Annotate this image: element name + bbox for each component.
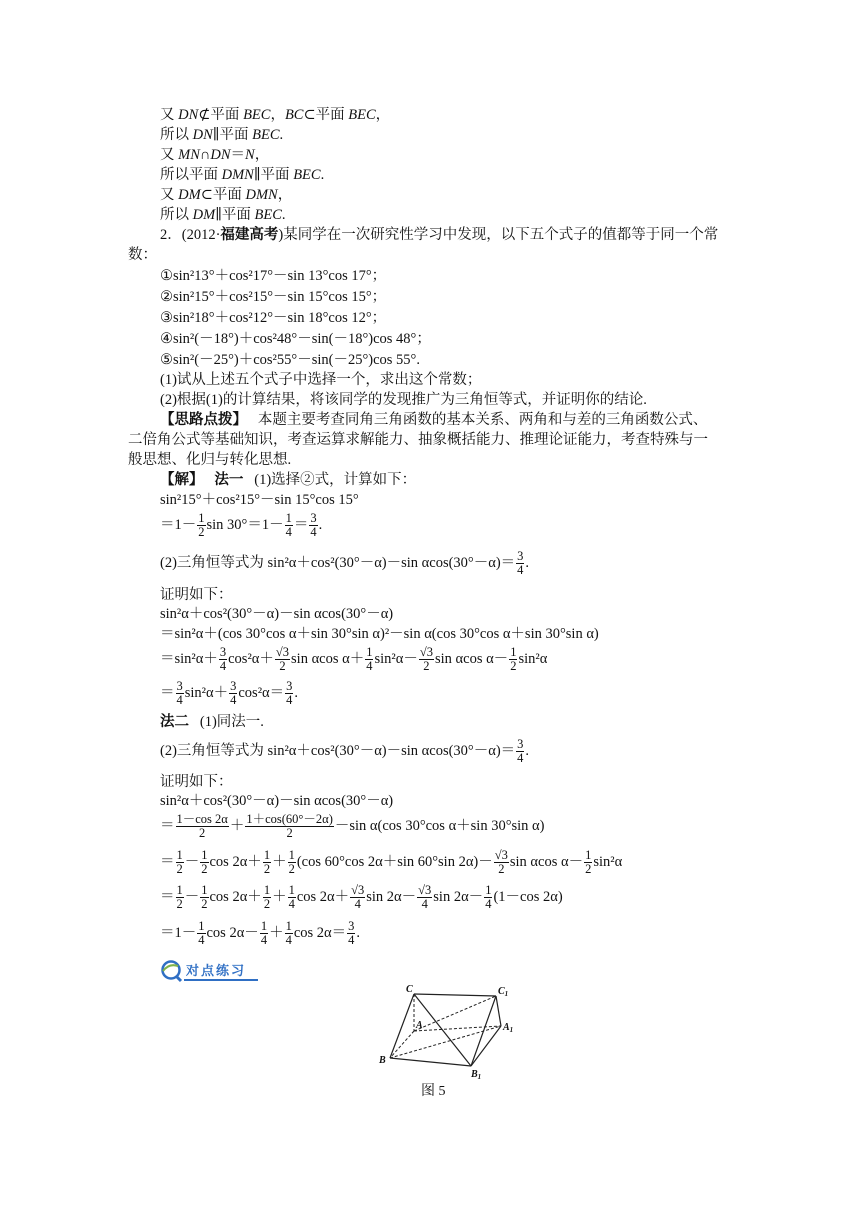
solution-heading: 【解】 法一 (1)选择②式，计算如下： [160, 472, 417, 488]
vertex-label-C1: $C_1$ [498, 986, 509, 998]
math-line: sin²15°＋cos²15°－sin 15°cos 15° [160, 492, 359, 508]
question-stem: 2．(2012·福建高考)某同学在一次研究性学习中发现，以下五个式子的值都等于同一个常 [160, 227, 719, 243]
expression-item: ④sin²(－18°)＋cos²48°－sin(－18°)cos 48°； [160, 331, 431, 347]
expression-item: ②sin²15°＋cos²15°－sin 15°cos 15°； [160, 289, 387, 305]
prism-diagram [370, 983, 520, 1093]
sub-question: (1)试从上述五个式子中选择一个，求出这个常数； [160, 372, 482, 388]
expression-item: ③sin²18°＋cos²12°－sin 18°cos 12°； [160, 310, 387, 326]
text-line: 所以 DN∥平面 BEC. [160, 127, 284, 143]
vertex-label-A: A [416, 1020, 423, 1031]
math-line: ＝1－ $\frac{1}{2}$ sin 30°＝1－ $\frac{1}{4}$ ＝ $\frac{3}{4}$ . [160, 511, 323, 539]
math-line: (2)三角恒等式为 sin²α＋cos²(30°－α)－sin αcos(30°－α)＝ $\frac{3}{4}$ . [160, 549, 530, 577]
edge-BB1 [390, 1058, 471, 1066]
edge-C1A1 [496, 996, 501, 1026]
hint-line: 【思路点拨】 本题主要考查同角三角函数的基本关系、两角和与差的三角函数公式、 [160, 412, 708, 428]
math-line: ＝ $\frac{1-\cos 2\alpha}{2}$ ＋ $\frac{1+\cos(60^\circ-2\alpha)}{2}$ －sin α(cos 30°cos α＋sin 30°sin α) [160, 812, 545, 840]
edge-AB [390, 1031, 414, 1058]
math-line: sin²α＋cos²(30°－α)－sin αcos(30°－α) [160, 606, 394, 622]
practice-banner [160, 959, 260, 983]
math-line: ＝ $\frac{3}{4}$ sin²α＋ $\frac{3}{4}$ cos²α＝ $\frac{3}{4}$ . [160, 679, 299, 707]
edge-A1B1 [471, 1026, 501, 1066]
edge-AC1 [414, 996, 496, 1031]
practice-label: 对点练习 [186, 964, 247, 979]
vertex-label-C: C [406, 984, 413, 995]
edge-CC1 [414, 994, 496, 996]
hint-line: 二倍角公式等基础知识，考查运算求解能力、抽象概括能力、推理论证能力，考查特殊与一 [128, 432, 708, 448]
text-line: 又 DN⊄平面 BEC，BC⊂平面 BEC， [160, 107, 391, 123]
vertex-label-B: B [379, 1055, 386, 1066]
math-line: ＝ $\frac{1}{2}$ － $\frac{1}{2}$ cos 2α＋ $\frac{1}{2}$ ＋ $\frac{1}{4}$ cos 2α＋ $\frac{√3}{4}$ sin 2α－ $\frac{√3}{4}$ sin 2α－ $\frac{1}{4}$ (1－cos 2α) [160, 883, 563, 911]
proof-label: 证明如下： [160, 587, 233, 603]
math-line: sin²α＋cos²(30°－α)－sin αcos(30°－α) [160, 793, 394, 809]
expression-item: ①sin²13°＋cos²17°－sin 13°cos 17°； [160, 268, 387, 284]
text-line: 所以 DM∥平面 BEC. [160, 207, 286, 223]
hint-line: 般思想、化归与转化思想. [128, 452, 292, 468]
math-line: (2)三角恒等式为 sin²α＋cos²(30°－α)－sin αcos(30°－α)＝ $\frac{3}{4}$ . [160, 737, 530, 765]
math-line: ＝sin²α＋ $\frac{3}{4}$ cos²α＋ $\frac{√3}{2}$ sin αcos α＋ $\frac{1}{4}$ sin²α－ $\frac{√3}{2}$ sin αcos α－ $\frac{1}{2}$ sin²α [160, 645, 548, 673]
expression-item: ⑤sin²(－25°)＋cos²55°－sin(－25°)cos 55°. [160, 352, 420, 368]
edge-BA1 [390, 1026, 501, 1058]
math-line: ＝ $\frac{1}{2}$ － $\frac{1}{2}$ cos 2α＋ $\frac{1}{2}$ ＋ $\frac{1}{2}$ (cos 60°cos 2α＋sin 60°sin 2α)－ $\frac{√3}{2}$ sin αcos α－ $\frac{1}{2}$ sin²α [160, 848, 623, 876]
figure-caption: 图 5 [421, 1084, 446, 1099]
text-line: 所以平面 DMN∥平面 BEC. [160, 167, 325, 183]
text-line: 又 DM⊂平面 DMN， [160, 187, 293, 203]
math-line: ＝1－ $\frac{1}{4}$ cos 2α－ $\frac{1}{4}$ ＋ $\frac{1}{4}$ cos 2α＝ $\frac{3}{4}$ . [160, 919, 360, 947]
prism-figure [370, 983, 520, 1098]
edge-CB [390, 994, 414, 1058]
proof-label: 证明如下： [160, 774, 233, 790]
question-stem: 数： [128, 247, 157, 263]
solution-heading: 法二 (1)同法一. [160, 714, 264, 730]
vertex-label-A1: $A_1$ [503, 1022, 514, 1034]
math-line: ＝sin²α＋(cos 30°cos α＋sin 30°sin α)²－sin α(cos 30°cos α＋sin 30°sin α) [160, 626, 599, 642]
vertex-label-B1: $B_1$ [471, 1069, 482, 1081]
sub-question: (2)根据(1)的计算结果，将该同学的发现推广为三角恒等式，并证明你的结论. [160, 392, 647, 408]
text-line: 又 MN∩DN＝N， [160, 147, 270, 163]
